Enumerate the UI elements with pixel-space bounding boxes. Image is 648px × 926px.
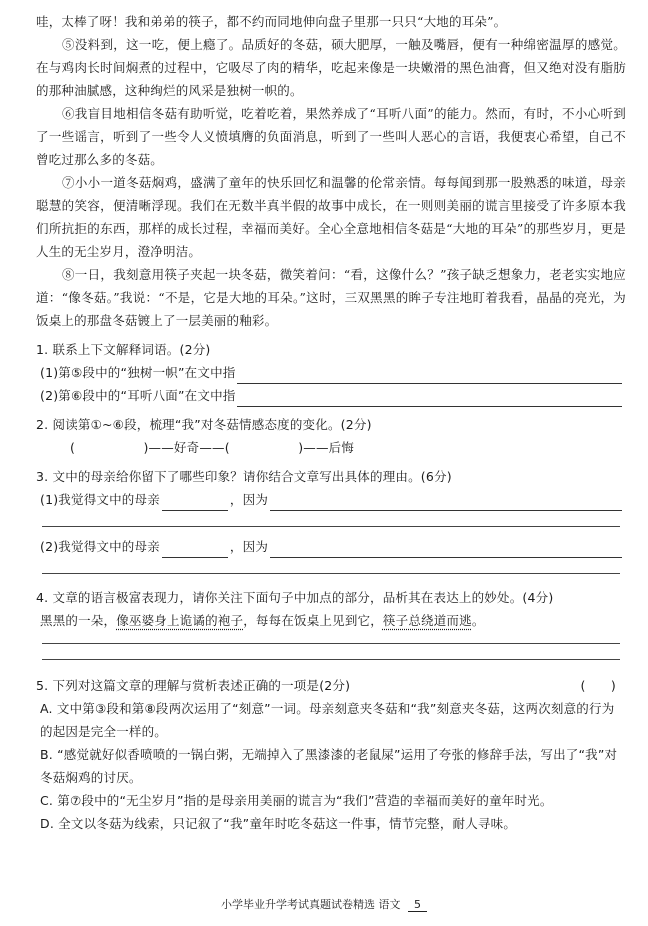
question-3b-because: ，因为 [229,539,269,554]
question-4-sentence [36,609,626,632]
question-2-middle: )——好奇——( [143,440,230,455]
question-1-part-2 [36,384,626,407]
question-5-title: 5. 下列对这篇文章的理解与赏析表述正确的一项是(2分) [36,678,351,693]
question-3-part-2 [36,535,626,558]
footer-title: 小学毕业升学考试真题试卷精选 语文 [221,898,401,911]
question-1-title: 1. 联系上下文解释词语。(2分) [36,342,211,357]
exam-page [36,10,626,835]
paragraph-6: ⑥我盲目地相信冬菇有助听觉，吃着吃着，果然养成了“耳听八面”的能力。然而，有时，不小心听到了一些谣言，听到了一些令人义愤填膺的负面消息，听到了一些叫人恶心的言语，我便衷心希望，自己不曾吃过那么多的冬菇。 [36,106,626,167]
question-2-title: 2. 阅读第①~⑥段，梳理“我”对冬菇情感态度的变化。(2分) [36,417,372,432]
question-3a-because: ，因为 [229,492,269,507]
question-5-heading [36,674,626,697]
paragraph-8: ⑧一日，我刻意用筷子夹起一块冬菇，微笑着问：“看，这像什么？”孩子缺乏想象力，老老实实地应道：“像冬菇。”我说：“不是，它是大地的耳朵。”这时，三双黑黑的眸子专注地盯着我看，晶晶的亮光，为饭桌上的那盘冬菇镀上了一层美丽的釉彩。 [36,267,626,328]
question-3-part-1 [36,488,626,511]
question-3b-prompt: (2)我觉得文中的母亲 [40,539,160,554]
question-4-part-3: ，每每在饭桌上见到它， [243,613,383,628]
question-5-option-c: C. 第⑦段中的“无尘岁月”指的是母亲用美丽的谎言为“我们”营造的幸福而美好的童年时光。 [40,793,553,808]
question-1b-prompt: (2)第⑥段中的“耳听八面”在文中指 [40,388,236,403]
question-3a-impression-blank[interactable] [162,496,228,511]
question-2-end: )——后悔 [298,440,355,455]
question-5-option-b: B. “感觉就好似香喷喷的一锅白粥，无端掉入了黑漆漆的老鼠屎”运用了夸张的修辞手法，写出了“我”对冬菇焖鸡的讨厌。 [40,747,618,785]
question-1b-answer-line[interactable] [237,390,622,407]
question-4-answer-line-1[interactable] [42,642,620,644]
page-number: 5 [408,898,427,912]
question-4-dotted-1: 像巫婆身上诡谲的袍子 [116,613,244,628]
question-5-option-a: A. 文中第③段和第⑧段两次运用了“刻意”一词。母亲刻意夹冬菇和“我”刻意夹冬菇，这两次刻意的行为的起因是完全一样的。 [40,701,615,739]
question-2-chain [36,436,626,459]
question-3a-prompt: (1)我觉得文中的母亲 [40,492,160,507]
question-4-answer-line-2[interactable] [42,658,620,660]
question-3a-reason-line[interactable] [270,494,622,511]
question-4-part-1: 黑黑的一朵， [40,613,117,628]
question-1a-prompt: (1)第⑤段中的“独树一帜”在文中指 [40,365,236,380]
question-4-title: 4. 文章的语言极富表现力，请你关注下面句子中加点的部分，品析其在表达上的妙处。(4分) [36,590,554,605]
paragraph-7: ⑦小小一道冬菇焖鸡，盛满了童年的快乐回忆和温馨的伦常亲情。每每闻到那一股熟悉的味道，母亲聪慧的笑容，便清晰浮现。我们在无数半真半假的故事中成长，在一则则美丽的谎言里接受了许多原本我们所抗拒的东西，那样的成长过程，幸福而美好。全心全意地相信冬菇是“大地的耳朵”的那些岁月，更是人生的无尘岁月，澄净明洁。 [36,175,626,259]
paragraph-4-tail: 哇，太棒了呀！我和弟弟的筷子，都不约而同地伸向盘子里那一只只“大地的耳朵”。 [36,14,507,29]
question-3b-impression-blank[interactable] [162,543,228,558]
paragraph-5: ⑤没料到，这一吃，便上瘾了。品质好的冬菇，硕大肥厚，一触及嘴唇，便有一种绵密温厚的感觉。在与鸡肉长时间焖煮的过程中，它吸尽了肉的精华，吃起来像是一块嫩滑的黑色油膏，但又绝对没有脂肪的那种油腻感，这种绚烂的风采是独树一帜的。 [36,37,626,98]
page-footer [0,896,648,912]
question-5-option-d: D. 全文以冬菇为线索，只记叙了“我”童年时吃冬菇这一件事，情节完整，耐人寻味。 [40,816,517,831]
question-4-part-5: 。 [471,613,485,628]
question-4-dotted-2: 筷子总绕道而逃 [382,613,472,628]
question-1a-answer-line[interactable] [237,367,622,384]
question-5-answer-paren[interactable]: ( ) [580,678,616,693]
question-3b-extra-line[interactable] [42,572,620,574]
question-2-open-paren: ( [70,440,76,455]
question-1-part-1 [36,361,626,384]
question-3b-reason-line[interactable] [270,541,622,558]
question-3a-extra-line[interactable] [42,525,620,527]
question-3-title: 3. 文中的母亲给你留下了哪些印象？请你结合文章写出具体的理由。(6分) [36,469,452,484]
